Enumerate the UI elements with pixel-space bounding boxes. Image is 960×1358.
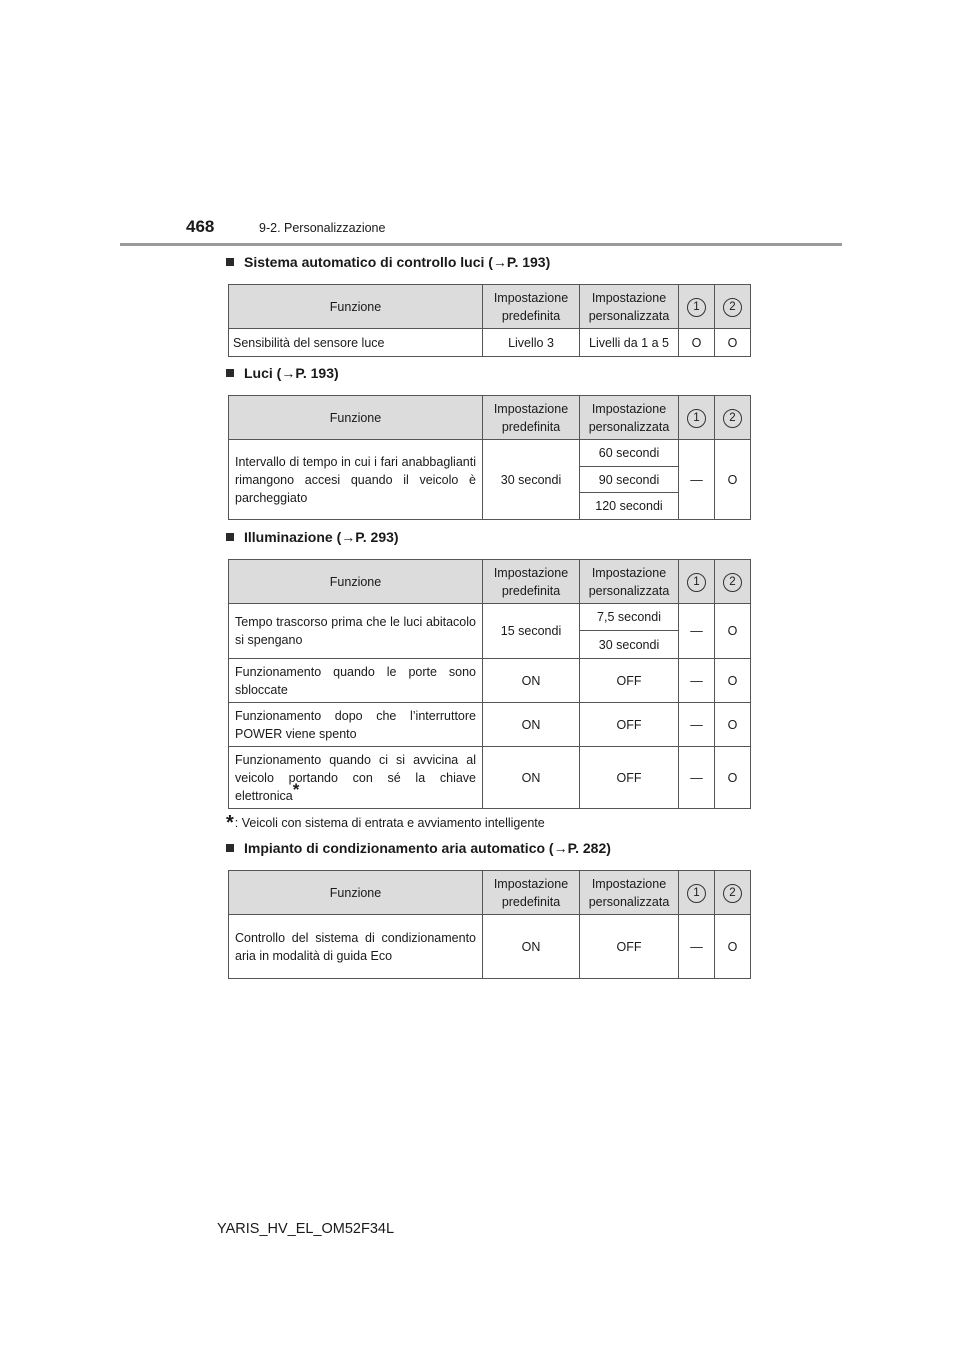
circled-2-icon: 2 — [723, 573, 742, 592]
cell-custom: Livelli da 1 a 5 — [580, 329, 679, 357]
cell-col2: O — [715, 703, 751, 747]
col-header-2 — [715, 871, 751, 915]
table-light-sensor — [228, 284, 751, 357]
col-header-function: Funzione — [229, 871, 483, 915]
cell-custom-option: 30 secondi — [580, 631, 679, 659]
cell-function: Funzionamento dopo che l’interruttore POWER viene spento — [229, 703, 483, 747]
cell-default: 30 secondi — [483, 440, 580, 520]
footnote-marker: * — [226, 812, 234, 834]
square-bullet-icon — [226, 369, 234, 377]
table-lights — [228, 395, 751, 520]
cell-col2: O — [715, 329, 751, 357]
col-header-default: Impostazione predefinita — [483, 871, 580, 915]
cell-custom-option: 120 secondi — [580, 493, 679, 520]
footnote-marker: * — [292, 779, 300, 799]
cell-custom: OFF — [580, 703, 679, 747]
col-header-2 — [715, 285, 751, 329]
table-header-row — [229, 285, 751, 329]
circled-1-icon: 1 — [687, 409, 706, 428]
col-header-function: Funzione — [229, 396, 483, 440]
cell-col2: O — [715, 915, 751, 979]
circled-1-icon: 1 — [687, 573, 706, 592]
col-header-1 — [679, 560, 715, 604]
cell-col2: O — [715, 659, 751, 703]
cell-col1: — — [679, 915, 715, 979]
section-label: 9-2. Personalizzazione — [259, 221, 386, 235]
cell-col2: O — [715, 440, 751, 520]
col-header-function: Funzione — [229, 285, 483, 329]
cell-custom-option: 90 secondi — [580, 467, 679, 493]
cell-custom: OFF — [580, 915, 679, 979]
cell-custom-option: 7,5 secondi — [580, 604, 679, 631]
cell-default: ON — [483, 659, 580, 703]
col-header-1 — [679, 396, 715, 440]
footnote: *: Veicoli con sistema di entrata e avviamento intelligente — [226, 812, 545, 834]
cell-col1: — — [679, 747, 715, 809]
table-air-conditioning — [228, 870, 751, 979]
section-title-light-sensor: Sistema automatico di controllo luci (→P. 193) — [226, 254, 550, 270]
cell-custom: OFF — [580, 747, 679, 809]
col-header-default: Impostazione predefinita — [483, 396, 580, 440]
cell-default: Livello 3 — [483, 329, 580, 357]
col-header-default: Impostazione predefinita — [483, 560, 580, 604]
circled-1-icon: 1 — [687, 298, 706, 317]
col-header-custom: Impostazione personalizzata — [580, 560, 679, 604]
cell-default: ON — [483, 703, 580, 747]
col-header-custom: Impostazione personalizzata — [580, 871, 679, 915]
cell-col1: O — [679, 329, 715, 357]
circled-2-icon: 2 — [723, 298, 742, 317]
table-header-row — [229, 560, 751, 604]
cell-default: ON — [483, 747, 580, 809]
col-header-1 — [679, 871, 715, 915]
page-number: 468 — [186, 217, 215, 236]
col-header-default: Impostazione predefinita — [483, 285, 580, 329]
cell-default: 15 secondi — [483, 604, 580, 659]
table-row — [229, 329, 751, 357]
cell-col2: O — [715, 747, 751, 809]
table-illumination — [228, 559, 751, 809]
cell-col1: — — [679, 659, 715, 703]
header-divider — [120, 243, 842, 246]
section-title-air-conditioning: Impianto di condizionamento aria automatico (→P. 282) — [226, 840, 611, 856]
cell-default: ON — [483, 915, 580, 979]
section-title-lights: Luci (→P. 193) — [226, 365, 339, 381]
table-row — [229, 747, 751, 809]
document-code: YARIS_HV_EL_OM52F34L — [217, 1221, 395, 1237]
cell-function: Funzionamento quando le porte sono sbloccate — [229, 659, 483, 703]
cell-function: Intervallo di tempo in cui i fari anabbaglianti rimangono accesi quando il veicolo è parcheggiato — [229, 440, 483, 520]
col-header-custom: Impostazione personalizzata — [580, 285, 679, 329]
circled-2-icon: 2 — [723, 409, 742, 428]
table-row — [229, 440, 751, 467]
square-bullet-icon — [226, 258, 234, 266]
cell-col2: O — [715, 604, 751, 659]
section-title-illumination: Illuminazione (→P. 293) — [226, 529, 399, 545]
table-header-row — [229, 871, 751, 915]
table-row — [229, 659, 751, 703]
col-header-2 — [715, 560, 751, 604]
circled-1-icon: 1 — [687, 884, 706, 903]
cell-function: Tempo trascorso prima che le luci abitacolo si spengano — [229, 604, 483, 659]
cell-custom-option: 60 secondi — [580, 440, 679, 467]
col-header-custom: Impostazione personalizzata — [580, 396, 679, 440]
cell-function: Controllo del sistema di condizionamento aria in modalità di guida Eco — [229, 915, 483, 979]
table-row — [229, 604, 751, 631]
col-header-function: Funzione — [229, 560, 483, 604]
cell-col1: — — [679, 604, 715, 659]
cell-col1: — — [679, 703, 715, 747]
cell-custom: OFF — [580, 659, 679, 703]
square-bullet-icon — [226, 533, 234, 541]
circled-2-icon: 2 — [723, 884, 742, 903]
col-header-2 — [715, 396, 751, 440]
square-bullet-icon — [226, 844, 234, 852]
cell-function: Sensibilità del sensore luce — [229, 329, 483, 357]
table-row — [229, 915, 751, 979]
table-row — [229, 703, 751, 747]
col-header-1 — [679, 285, 715, 329]
cell-col1: — — [679, 440, 715, 520]
cell-function: Funzionamento quando ci si avvicina al veicolo portando con sé la chiave elettronica* — [229, 747, 483, 809]
table-header-row — [229, 396, 751, 440]
